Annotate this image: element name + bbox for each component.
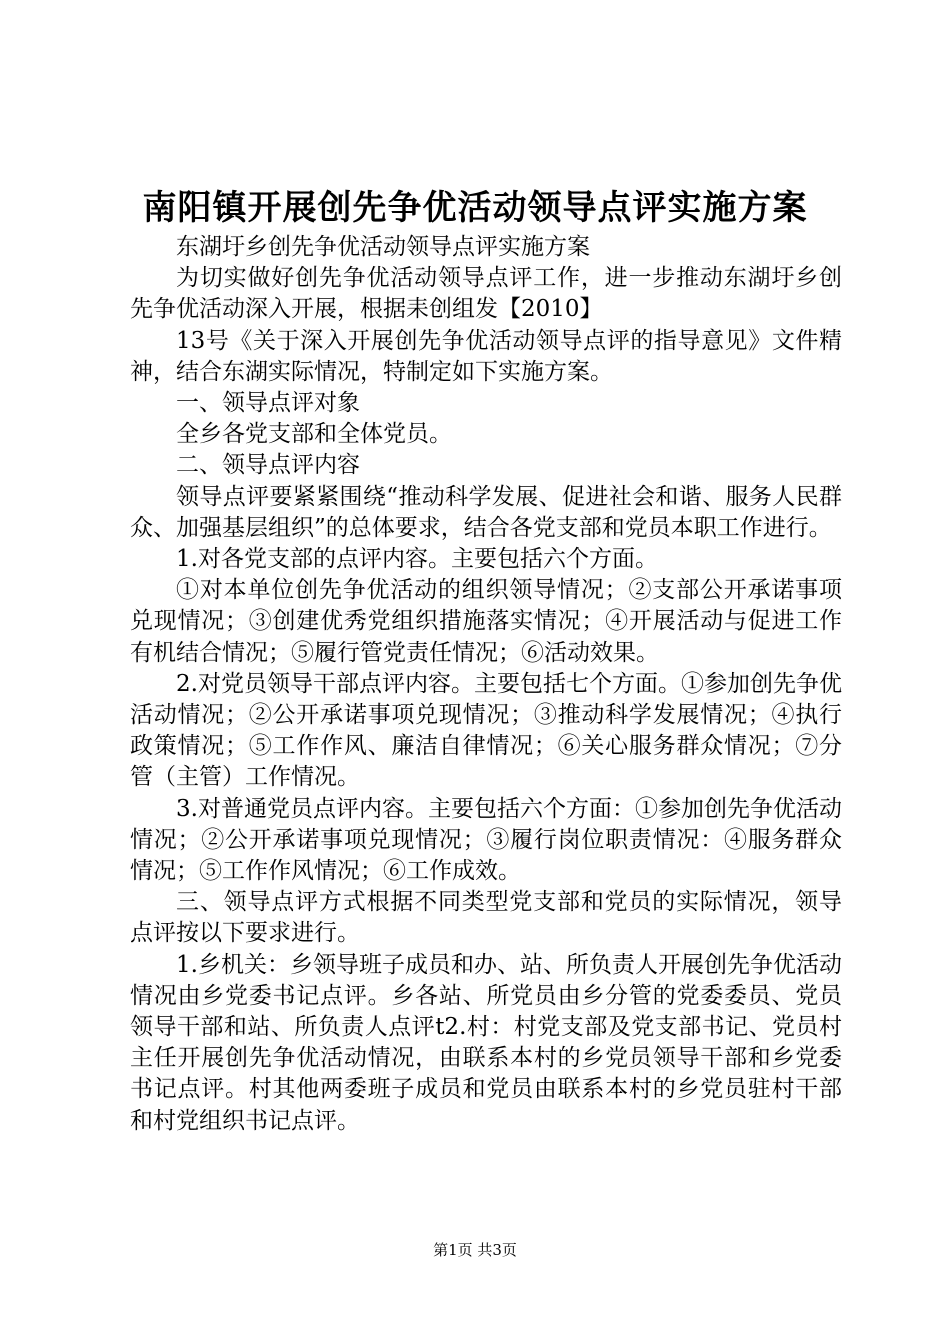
paragraph-intro-continued: 13号《关于深入开展创先争优活动领导点评的指导意见》文件精神，结合东湖实际情况，特制定如下实施方案。 <box>130 327 842 385</box>
section-heading-1: 一、领导点评对象 <box>176 390 360 417</box>
paragraph: 全乡各党支部和全体党员。 <box>176 421 452 448</box>
paragraph-intro: 为切实做好创先争优活动领导点评工作，进一步推动东湖圩乡创先争优活动深入开展，根据耒创组发【2010】 <box>130 265 842 323</box>
paragraph-subtitle: 东湖圩乡创先争优活动领导点评实施方案 <box>176 234 590 260</box>
section-heading-3: 三、领导点评方式根据不同类型党支部和党员的实际情况，领导点评按以下要求进行。 <box>130 889 842 947</box>
paragraph: 领导点评要紧紧围绕“推动科学发展、促进社会和谐、服务人民群众、加强基层组织”的总体要求，结合各党支部和党员本职工作进行。 <box>130 483 842 541</box>
page-footer: 第1页 共3页 <box>433 1241 517 1259</box>
section-heading-2: 二、领导点评内容 <box>176 452 360 479</box>
paragraph: 1.乡机关：乡领导班子成员和办、站、所负责人开展创先争优活动情况由乡党委书记点评。乡各站、所党员由乡分管的党委委员、党员领导干部和站、所负责人点评t2.村：村党支部及党支部书记、党员村主任开展创先争优活动情况，由联系本村的乡党员领导干部和乡党委书记点评。村其他两委班子成员和党员由联系本村的乡党员驻村干部和村党组织书记点评。 <box>130 951 842 1134</box>
paragraph: 2.对党员领导干部点评内容。主要包括七个方面。①参加创先争优活动情况；②公开承诺事项兑现情况；③推动科学发展情况；④执行政策情况；⑤工作作风、廉洁自律情况；⑥关心服务群众情况；⑦分管（主管）工作情况。 <box>130 670 842 791</box>
paragraph: ①对本单位创先争优活动的组织领导情况；②支部公开承诺事项兑现情况；③创建优秀党组织措施落实情况；④开展活动与促进工作有机结合情况；⑤履行管党责任情况；⑥活动效果。 <box>130 577 842 666</box>
paragraph: 1.对各党支部的点评内容。主要包括六个方面。 <box>176 546 658 573</box>
paragraph: 3.对普通党员点评内容。主要包括六个方面：①参加创先争优活动情况；②公开承诺事项兑现情况；③履行岗位职责情况：④服务群众情况；⑤工作作风情况；⑥工作成效。 <box>130 795 842 885</box>
document-title: 南阳镇开展创先争优活动领导点评实施方案 <box>142 188 808 228</box>
document-body <box>130 232 842 1137</box>
